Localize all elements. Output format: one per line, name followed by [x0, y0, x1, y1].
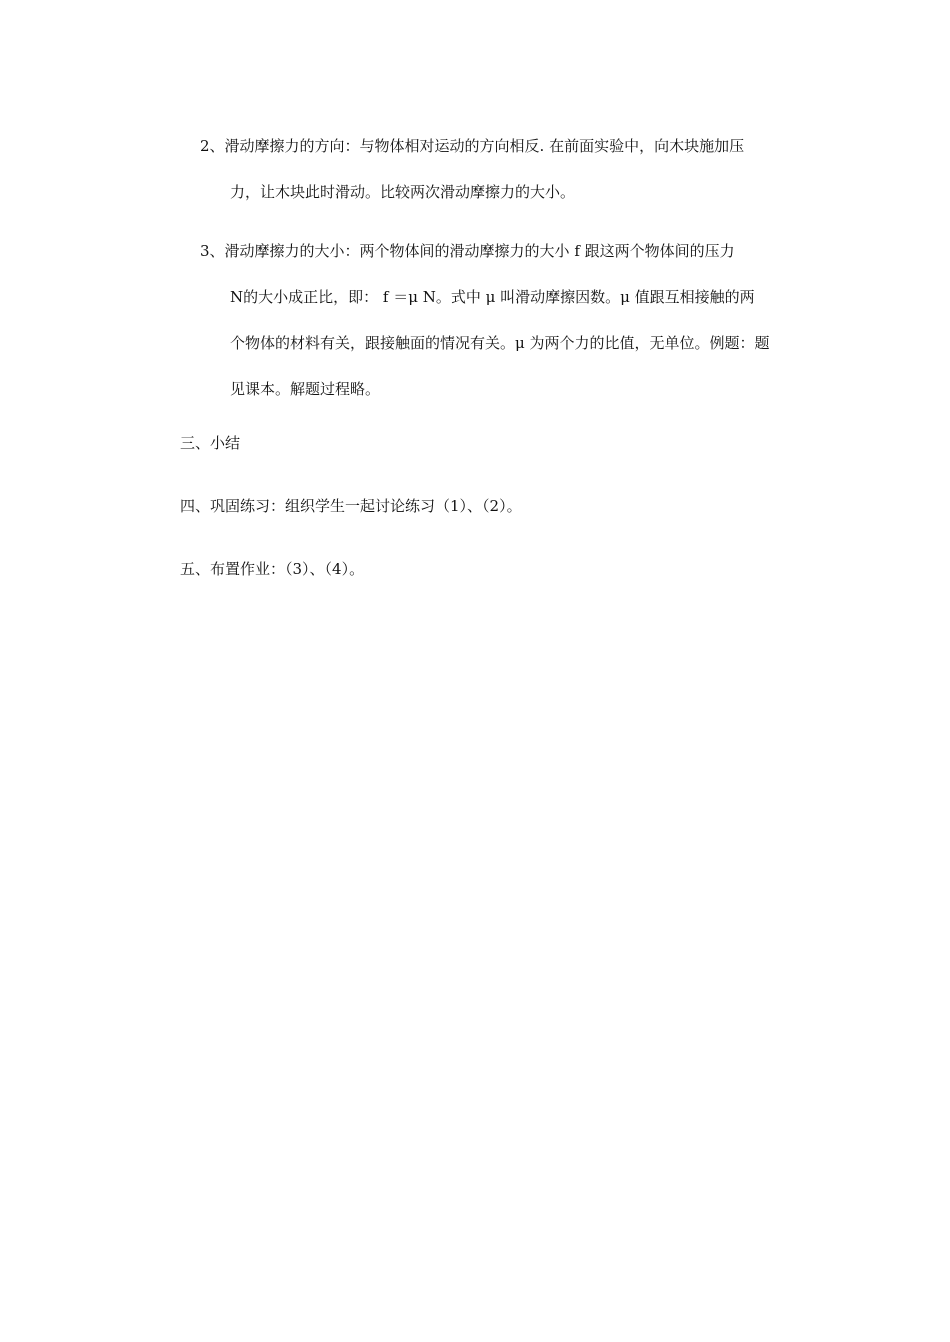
summary-heading: 三、小结 — [180, 434, 241, 452]
paragraph-line: 力，让木块此时滑动。比较两次滑动摩擦力的大小。 — [230, 183, 576, 201]
paragraph-line: 2、滑动摩擦力的方向：与物体相对运动的方向相反. 在前面实验中，向木块施加压 — [200, 137, 745, 155]
paragraph-line: 见课本。解题过程略。 — [230, 380, 381, 398]
friction-magnitude-paragraph — [200, 241, 795, 425]
paragraph-line: N的大小成正比，即： f ＝μ N。式中 μ 叫滑动摩擦因数。μ 值跟互相接触的两 — [230, 288, 755, 306]
practice-heading: 四、巩固练习：组织学生一起讨论练习（1）、（2）。 — [180, 497, 522, 515]
homework-heading: 五、布置作业：（3）、（4）。 — [180, 560, 365, 578]
paragraph-line: 个物体的材料有关，跟接触面的情况有关。μ 为两个力的比值，无单位。例题：题 — [230, 334, 770, 352]
friction-direction-paragraph — [200, 136, 795, 228]
paragraph-line: 3、滑动摩擦力的大小：两个物体间的滑动摩擦力的大小 f 跟这两个物体间的压力 — [200, 242, 735, 260]
